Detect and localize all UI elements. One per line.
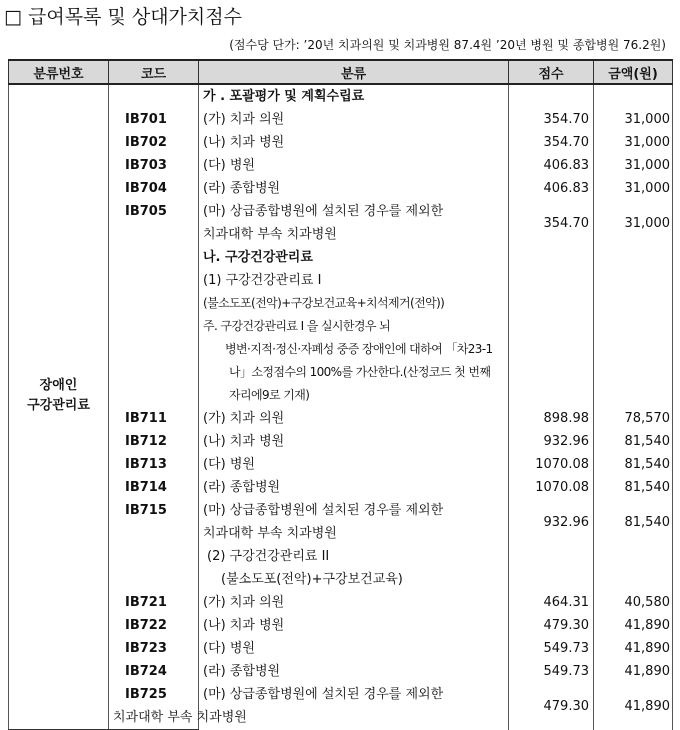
amount-cell: 81,540 bbox=[594, 499, 673, 545]
note-line-4: 자리에9로 기재) bbox=[199, 384, 509, 407]
code-cell: IB714 bbox=[109, 476, 199, 499]
name-cell: (가) 치과 의원 bbox=[199, 407, 509, 430]
table-row bbox=[9, 453, 673, 476]
note-row bbox=[9, 315, 673, 338]
table-row bbox=[9, 683, 673, 706]
score-cell: 932.96 bbox=[509, 430, 594, 453]
table-row bbox=[9, 407, 673, 430]
name-cell: (가) 치과 의원 bbox=[199, 108, 509, 131]
amount-cell: 41,890 bbox=[594, 614, 673, 637]
score-cell: 479.30 bbox=[509, 614, 594, 637]
amount-cell: 41,890 bbox=[594, 660, 673, 683]
amount-cell: 31,000 bbox=[594, 131, 673, 154]
table-row bbox=[9, 108, 673, 131]
amount-cell: 31,000 bbox=[594, 108, 673, 131]
code-cell: IB725 bbox=[109, 683, 199, 706]
name-cell: (마) 상급종합병원에 설치된 경우를 제외한 bbox=[199, 499, 509, 522]
name-cell-continuation: 치과대학 부속 치과병원 bbox=[199, 223, 509, 246]
table-row bbox=[9, 131, 673, 154]
code-cell: IB721 bbox=[109, 591, 199, 614]
subsection-row bbox=[9, 292, 673, 315]
score-cell: 406.83 bbox=[509, 154, 594, 177]
note-line-3: 나」소정점수의 100%를 가산한다.(산정코드 첫 번째 bbox=[199, 361, 509, 384]
page-title: □ 급여목록 및 상대가치점수 bbox=[4, 6, 242, 28]
name-cell: (가) 치과 의원 bbox=[199, 591, 509, 614]
subsection-b2-desc: (불소도포(전악)+구강보건교육) bbox=[199, 568, 509, 591]
score-cell: 1070.08 bbox=[509, 453, 594, 476]
name-cell: (마) 상급종합병원에 설치된 경우를 제외한 bbox=[199, 200, 509, 223]
section-row bbox=[9, 84, 673, 108]
table-row bbox=[9, 660, 673, 683]
amount-cell: 31,000 bbox=[594, 200, 673, 246]
name-cell: (다) 병원 bbox=[199, 453, 509, 476]
amount-cell: 40,580 bbox=[594, 591, 673, 614]
subsection-row bbox=[9, 545, 673, 568]
name-cell: (라) 종합병원 bbox=[199, 177, 509, 200]
header-amount: 금액(원) bbox=[594, 60, 673, 84]
score-cell: 464.31 bbox=[509, 591, 594, 614]
table-row bbox=[9, 637, 673, 660]
table-row bbox=[9, 476, 673, 499]
name-cell: (라) 종합병원 bbox=[199, 476, 509, 499]
code-cell: IB715 bbox=[109, 499, 199, 522]
amount-cell: 81,540 bbox=[594, 430, 673, 453]
name-cell: (나) 치과 병원 bbox=[199, 614, 509, 637]
note-line-1: 주. 구강건강관리료 I 을 실시한경우 뇌 bbox=[199, 315, 509, 338]
section-a-title: 가 . 포괄평가 및 계획수립료 bbox=[199, 84, 509, 108]
table-row bbox=[9, 200, 673, 223]
header-code: 코드 bbox=[109, 60, 199, 84]
unit-price-note: (점수당 단가: ’20년 치과의원 및 치과병원 87.4원 ’20년 병원 및 종합병원 76.2원) bbox=[229, 38, 666, 52]
group-label bbox=[9, 84, 109, 706]
name-cell-continuation: 치과대학 부속 치과병원 bbox=[109, 706, 199, 730]
table-row bbox=[9, 591, 673, 614]
amount-cell: 41,890 bbox=[594, 637, 673, 660]
code-cell: IB713 bbox=[109, 453, 199, 476]
amount-cell: 81,540 bbox=[594, 476, 673, 499]
subsection-b1-desc: (불소도포(전악)+구강보건교육+치석제거(전악)) bbox=[199, 292, 509, 315]
code-cell: IB701 bbox=[109, 108, 199, 131]
code-cell: IB722 bbox=[109, 614, 199, 637]
table-row bbox=[9, 177, 673, 200]
name-cell: (다) 병원 bbox=[199, 637, 509, 660]
group-label-line2: 구강관리료 bbox=[27, 397, 90, 413]
name-cell: (라) 종합병원 bbox=[199, 660, 509, 683]
code-cell: IB723 bbox=[109, 637, 199, 660]
group-label-line1: 장애인 bbox=[39, 377, 78, 393]
note-row bbox=[9, 384, 673, 407]
name-cell-continuation: 치과대학 부속 치과병원 bbox=[199, 522, 509, 545]
note-line-2: 병변·지적·정신·자폐성 중증 장애인에 대하여 「차23-1 bbox=[199, 338, 509, 361]
name-cell: (나) 치과 병원 bbox=[199, 131, 509, 154]
amount-cell: 31,000 bbox=[594, 177, 673, 200]
amount-cell: 41,890 bbox=[594, 683, 673, 730]
table-row bbox=[9, 430, 673, 453]
subsection-row bbox=[9, 269, 673, 292]
header-group: 분류번호 bbox=[9, 60, 109, 84]
note-row bbox=[9, 338, 673, 361]
code-cell: IB703 bbox=[109, 154, 199, 177]
code-cell: IB711 bbox=[109, 407, 199, 430]
score-cell: 354.70 bbox=[509, 200, 594, 246]
code-cell: IB724 bbox=[109, 660, 199, 683]
score-cell: 406.83 bbox=[509, 177, 594, 200]
score-cell: 479.30 bbox=[509, 683, 594, 730]
code-cell: IB704 bbox=[109, 177, 199, 200]
name-cell: (다) 병원 bbox=[199, 154, 509, 177]
name-cell: (마) 상급종합병원에 설치된 경우를 제외한 bbox=[199, 683, 509, 706]
subsection-row bbox=[9, 568, 673, 591]
note-row bbox=[9, 361, 673, 384]
section-b-title: 나. 구강건강관리료 bbox=[199, 246, 509, 269]
score-cell: 354.70 bbox=[509, 108, 594, 131]
table-header-row bbox=[9, 60, 673, 84]
code-cell: IB702 bbox=[109, 131, 199, 154]
fee-schedule-table bbox=[8, 59, 673, 730]
amount-cell: 81,540 bbox=[594, 453, 673, 476]
score-cell: 898.98 bbox=[509, 407, 594, 430]
code-cell: IB712 bbox=[109, 430, 199, 453]
subsection-b2-title: (2) 구강건강관리료 II bbox=[199, 545, 509, 568]
subsection-b1-title: (1) 구강건강관리료 I bbox=[199, 269, 509, 292]
section-row bbox=[9, 246, 673, 269]
amount-cell: 78,570 bbox=[594, 407, 673, 430]
name-cell: (나) 치과 병원 bbox=[199, 430, 509, 453]
code-cell: IB705 bbox=[109, 200, 199, 223]
score-cell: 549.73 bbox=[509, 660, 594, 683]
header-name: 분류 bbox=[199, 60, 509, 84]
score-cell: 354.70 bbox=[509, 131, 594, 154]
score-cell: 549.73 bbox=[509, 637, 594, 660]
header-score: 점수 bbox=[509, 60, 594, 84]
score-cell: 932.96 bbox=[509, 499, 594, 545]
table-row bbox=[9, 154, 673, 177]
score-cell: 1070.08 bbox=[509, 476, 594, 499]
table-row bbox=[9, 614, 673, 637]
amount-cell: 31,000 bbox=[594, 154, 673, 177]
table-row bbox=[9, 499, 673, 522]
